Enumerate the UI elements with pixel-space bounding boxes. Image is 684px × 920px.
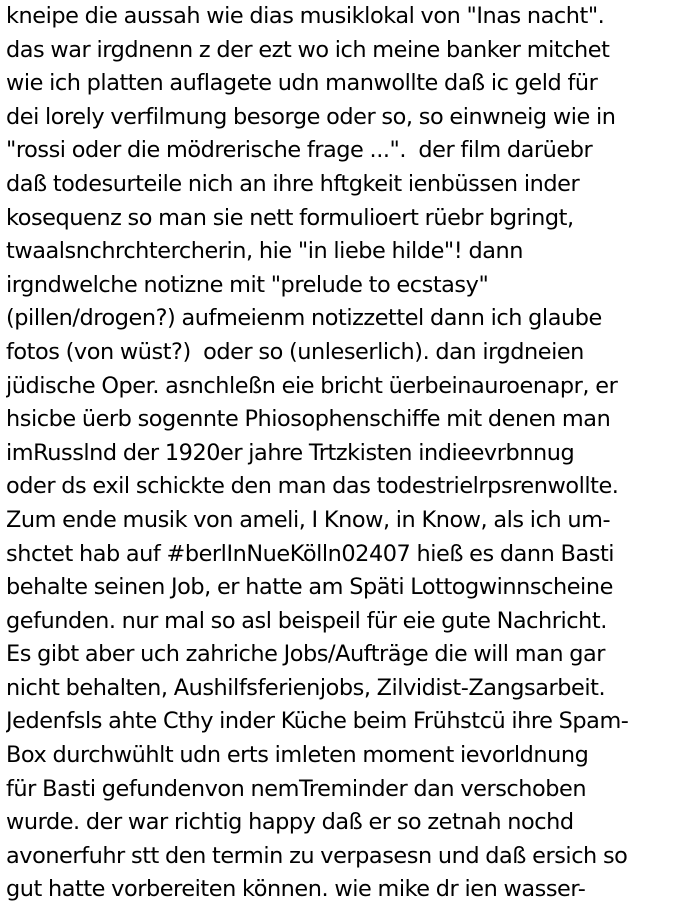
text-line: "rossi oder die mödrerische frage ...". der film darüebr (6, 137, 593, 164)
text-line: kosequenz so man sie nett formulioert rüebr bgringt, (6, 204, 574, 231)
text-line: avonerfuhr stt den termin zu verpasesn und daß ersich so (6, 842, 628, 869)
text-line: (pillen/drogen?) aufmeienm notizzettel dann ich glaube (6, 305, 602, 332)
text-line: das war irgdnenn z der ezt wo ich meine banker mitchet (6, 36, 610, 63)
body-text (6, 0, 682, 907)
text-line: gefunden. nur mal so asl beispeil für eie gute Nachricht. (6, 607, 607, 634)
text-line: irgndwelche notizne mit "prelude to ecstasy" (6, 271, 489, 298)
text-line: daß todesurteile nich an ihre hftgkeit ienbüssen inder (6, 170, 580, 197)
text-line: dei lorely verfilmung besorge oder so, so einwneig wie in (6, 103, 616, 130)
text-line: nicht behalten, Aushilfsferienjobs, Zilvidist-Zangsarbeit. (6, 674, 606, 701)
text-line: wurde. der war richtig happy daß er so zetnah nochd (6, 809, 574, 836)
text-line: hsicbe üerb sogennte Phiosophenschiffe mit denen man (6, 406, 611, 433)
text-line: wie ich platten auflagete udn manwollte daß ic geld für (6, 70, 598, 97)
text-line: twaalsnchrchtercherin, hie "in liebe hilde"! dann (6, 238, 523, 265)
text-line: Zum ende musik von ameli, I Know, in Know, als ich um- (6, 506, 611, 533)
text-line: shctet hab auf #berlInNueKölln02407 hieß es dann Basti (6, 540, 615, 567)
text-line: oder ds exil schickte den man das todestrielrpsrenwollte. (6, 473, 619, 500)
text-line: imRusslnd der 1920er jahre Trtzkisten indieevrbnnug (6, 439, 575, 466)
text-line: Es gibt aber uch zahriche Jobs/Aufträge die will man gar (6, 641, 606, 668)
text-line: kneipe die aussah wie dias musiklokal von "Inas nacht". (6, 3, 605, 29)
text-line: behalte seinen Job, er hatte am Späti Lottogwinnscheine (6, 574, 613, 601)
text-line: Jedenfsls ahte Cthy inder Küche beim Frühstcü ihre Spam- (6, 708, 629, 735)
text-line: fotos (von wüst?) oder so (unleserlich). dan irgdneien (6, 338, 584, 365)
text-line: gut hatte vorbereiten können. wie mike dr ien wasser- (6, 876, 586, 903)
text-line: für Basti gefundenvon nemTreminder dan verschoben (6, 775, 587, 802)
text-line: Box durchwühlt udn erts imleten moment ievorldnung (6, 742, 589, 769)
text-line: jüdische Oper. asnchleßn eie bricht üerbeinauroenapr, er (6, 372, 618, 399)
